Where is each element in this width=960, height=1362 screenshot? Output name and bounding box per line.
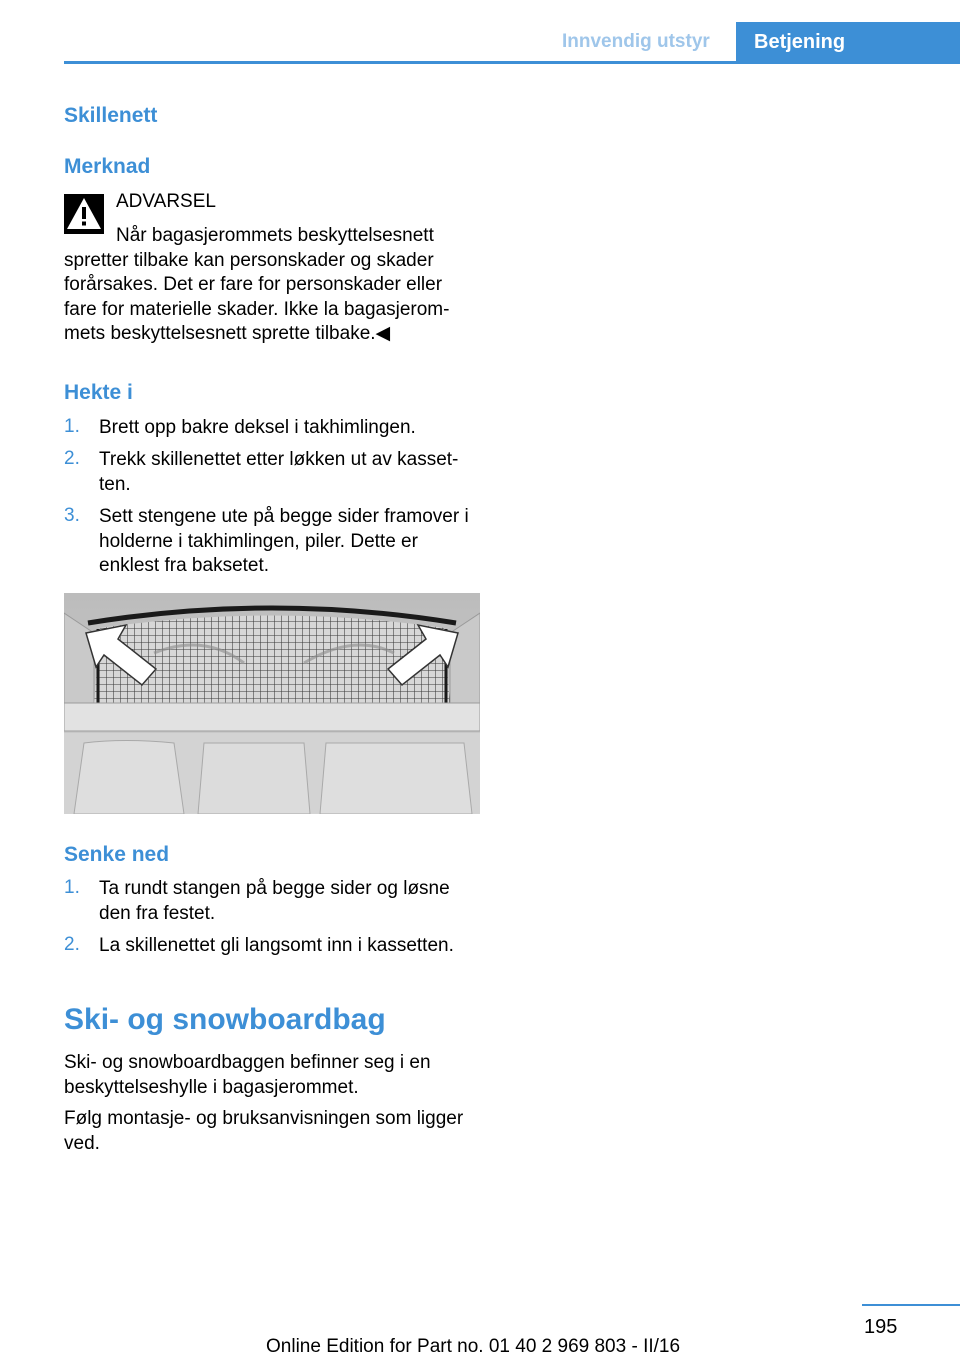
cargo-net-illustration (64, 593, 480, 814)
page-number: 195 (864, 1316, 898, 1338)
section-title-ski-bag: Ski- og snowboardbag (64, 1003, 386, 1036)
step-text: Sett stengene ute på begge sider framover i holderne i takhimlingen, piler. Dette er enklest fra baksetet. (99, 506, 469, 576)
step-number: 3. (64, 505, 80, 526)
warning-title: ADVARSEL (116, 191, 216, 212)
header-chapter-tab: Betjening (736, 22, 960, 62)
warning-text: Når bagasjerommets beskyttelsesnett spretter tilbake kan personskader og skader forårsakes. Det er fare for personskader eller fare for materielle skader. Ikke la bagasjerommets beskyttelsesnett sprette tilbake.◀ (64, 225, 450, 344)
lower-heading: Senke ned (64, 843, 170, 866)
step-text: La skillenettet gli langsomt inn i kassetten. (99, 935, 454, 956)
step-text: Ta rundt stangen på begge sider og løsne den fra festet. (99, 878, 450, 924)
note-heading: Merknad (64, 155, 151, 178)
step-text: Trekk skillenettet etter løkken ut av kassetten. (99, 449, 459, 495)
ski-bag-paragraph: Følg montasje- og bruksanvisningen som ligger ved. (64, 1108, 464, 1154)
header-section-title: Innvendig utstyr (562, 31, 710, 52)
step-number: 2. (64, 448, 80, 469)
hook-in-heading: Hekte i (64, 381, 133, 404)
edition-footer: Online Edition for Part no. 01 40 2 969 803 - II/16 (266, 1336, 681, 1357)
step-number: 1. (64, 416, 80, 437)
step-number: 1. (64, 877, 80, 898)
page-number-rule (862, 1304, 960, 1306)
section-title-skillenett: Skillenett (64, 104, 158, 127)
ski-bag-paragraph: Ski- og snowboardbaggen befinner seg i en beskyttelseshylle i bagasjerommet. (64, 1052, 431, 1098)
step-number: 2. (64, 934, 80, 955)
step-text: Brett opp bakre deksel i takhimlingen. (99, 417, 416, 438)
